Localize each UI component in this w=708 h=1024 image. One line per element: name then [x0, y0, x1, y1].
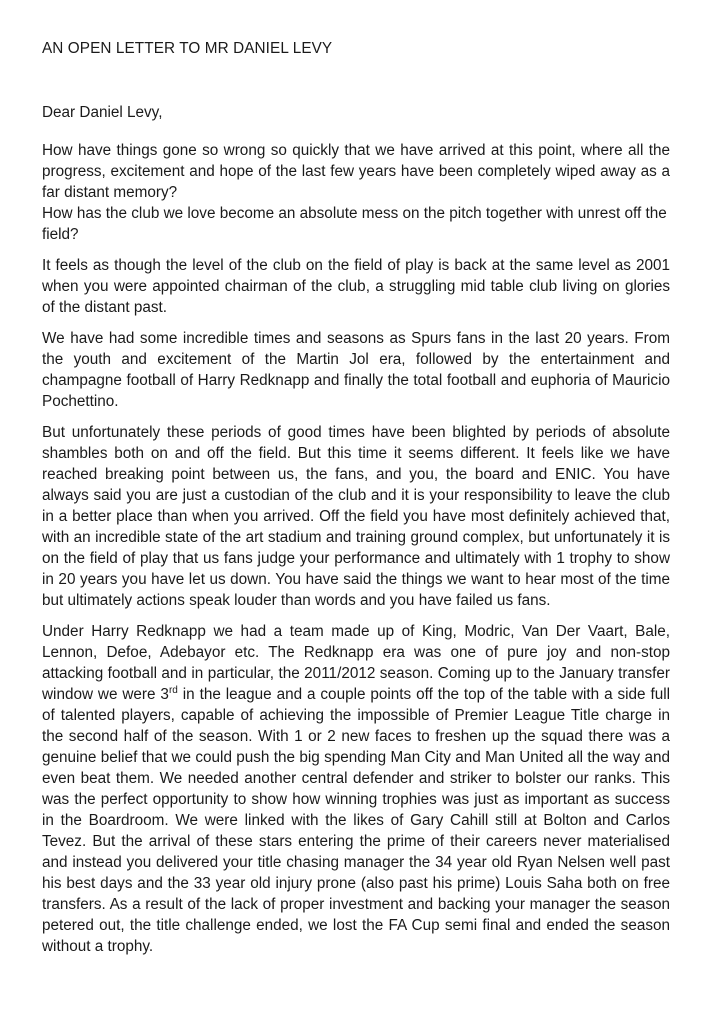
paragraph-breaking-point: But unfortunately these periods of good times have been blighted by periods of absolute shambles both on and off the field. But this time it seems different. It feels like we have reached breaking point between us, the fans, and you, the board and ENIC. You have always said you are just a custodian of the club and it is your responsibility to leave the club in a better place than when you arrived. Off the field you have most definitely achieved that, with an incredible state of the art stadium and training ground complex, but unfortunately it is on the field of play that us fans judge your performance and ultimately with 1 trophy to show in 20 years you have let us down. You have said the things we want to hear most of the time but ultimately actions speak louder than words and you have failed us fans.: [42, 424, 670, 609]
paragraph-redknapp-era: [42, 621, 670, 957]
paragraph-redknapp-text-end: in the league and a couple points off the top of the table with a side full of talented players, capable of achieving the impossible of Premier League Title charge in the second half of the season. With 1 or 2 new faces to freshen up the squad there was a genuine belief that we could push the big spending Man City and Man United all the way and even beat them. We needed another central defender and striker to bolster our ranks. This was the perfect opportunity to show how winning trophies was just as important as success in the Boardroom. We were linked with the likes of Gary Cahill still at Bolton and Carlos Tevez. But the arrival of these stars entering the prime of their careers never materialised and instead you delivered your title chasing manager the 34 year old Ryan Nelsen well past his best days and the 33 year old injury prone (also past his prime) Louis Saha both on free transfers. As a result of the lack of proper investment and backing your manager the season petered out, the title challenge ended, we lost the FA Cup semi final and ended the season without a trophy.: [42, 686, 671, 955]
paragraph-opening-question: How have things gone so wrong so quickly that we have arrived at this point, where all the progress, excitement and hope of the last few years have been completely wiped away as a far distant memory?: [42, 142, 670, 201]
letter-greeting: Dear Daniel Levy,: [42, 104, 163, 121]
paragraph-redknapp-text-start: Under Harry Redknapp we had a team made up of King, Modric, Van Der Vaart, Bale, Lennon, Defoe, Adebayor etc. The Redknapp era was one of pure joy and non-stop attacking football and in particular, the 2011/2012 season. Coming up to the January transfer window we were 3: [42, 623, 670, 703]
letter-title: AN OPEN LETTER TO MR DANIEL LEVY: [42, 40, 333, 57]
open-letter: [42, 38, 670, 957]
paragraph-second-question: How has the club we love become an absolute mess on the pitch together with unrest off the field?: [42, 205, 667, 243]
ordinal-suffix: rd: [168, 684, 178, 696]
paragraph-level-of-club: It feels as though the level of the club on the field of play is back at the same level as 2001 when you were appointed chairman of the club, a struggling mid table club living on glories of the distant past.: [42, 257, 670, 316]
paragraph-incredible-times: We have had some incredible times and seasons as Spurs fans in the last 20 years. From the youth and excitement of the Martin Jol era, followed by the entertainment and champagne football of Harry Redknapp and finally the total football and euphoria of Mauricio Pochettino.: [42, 330, 670, 410]
